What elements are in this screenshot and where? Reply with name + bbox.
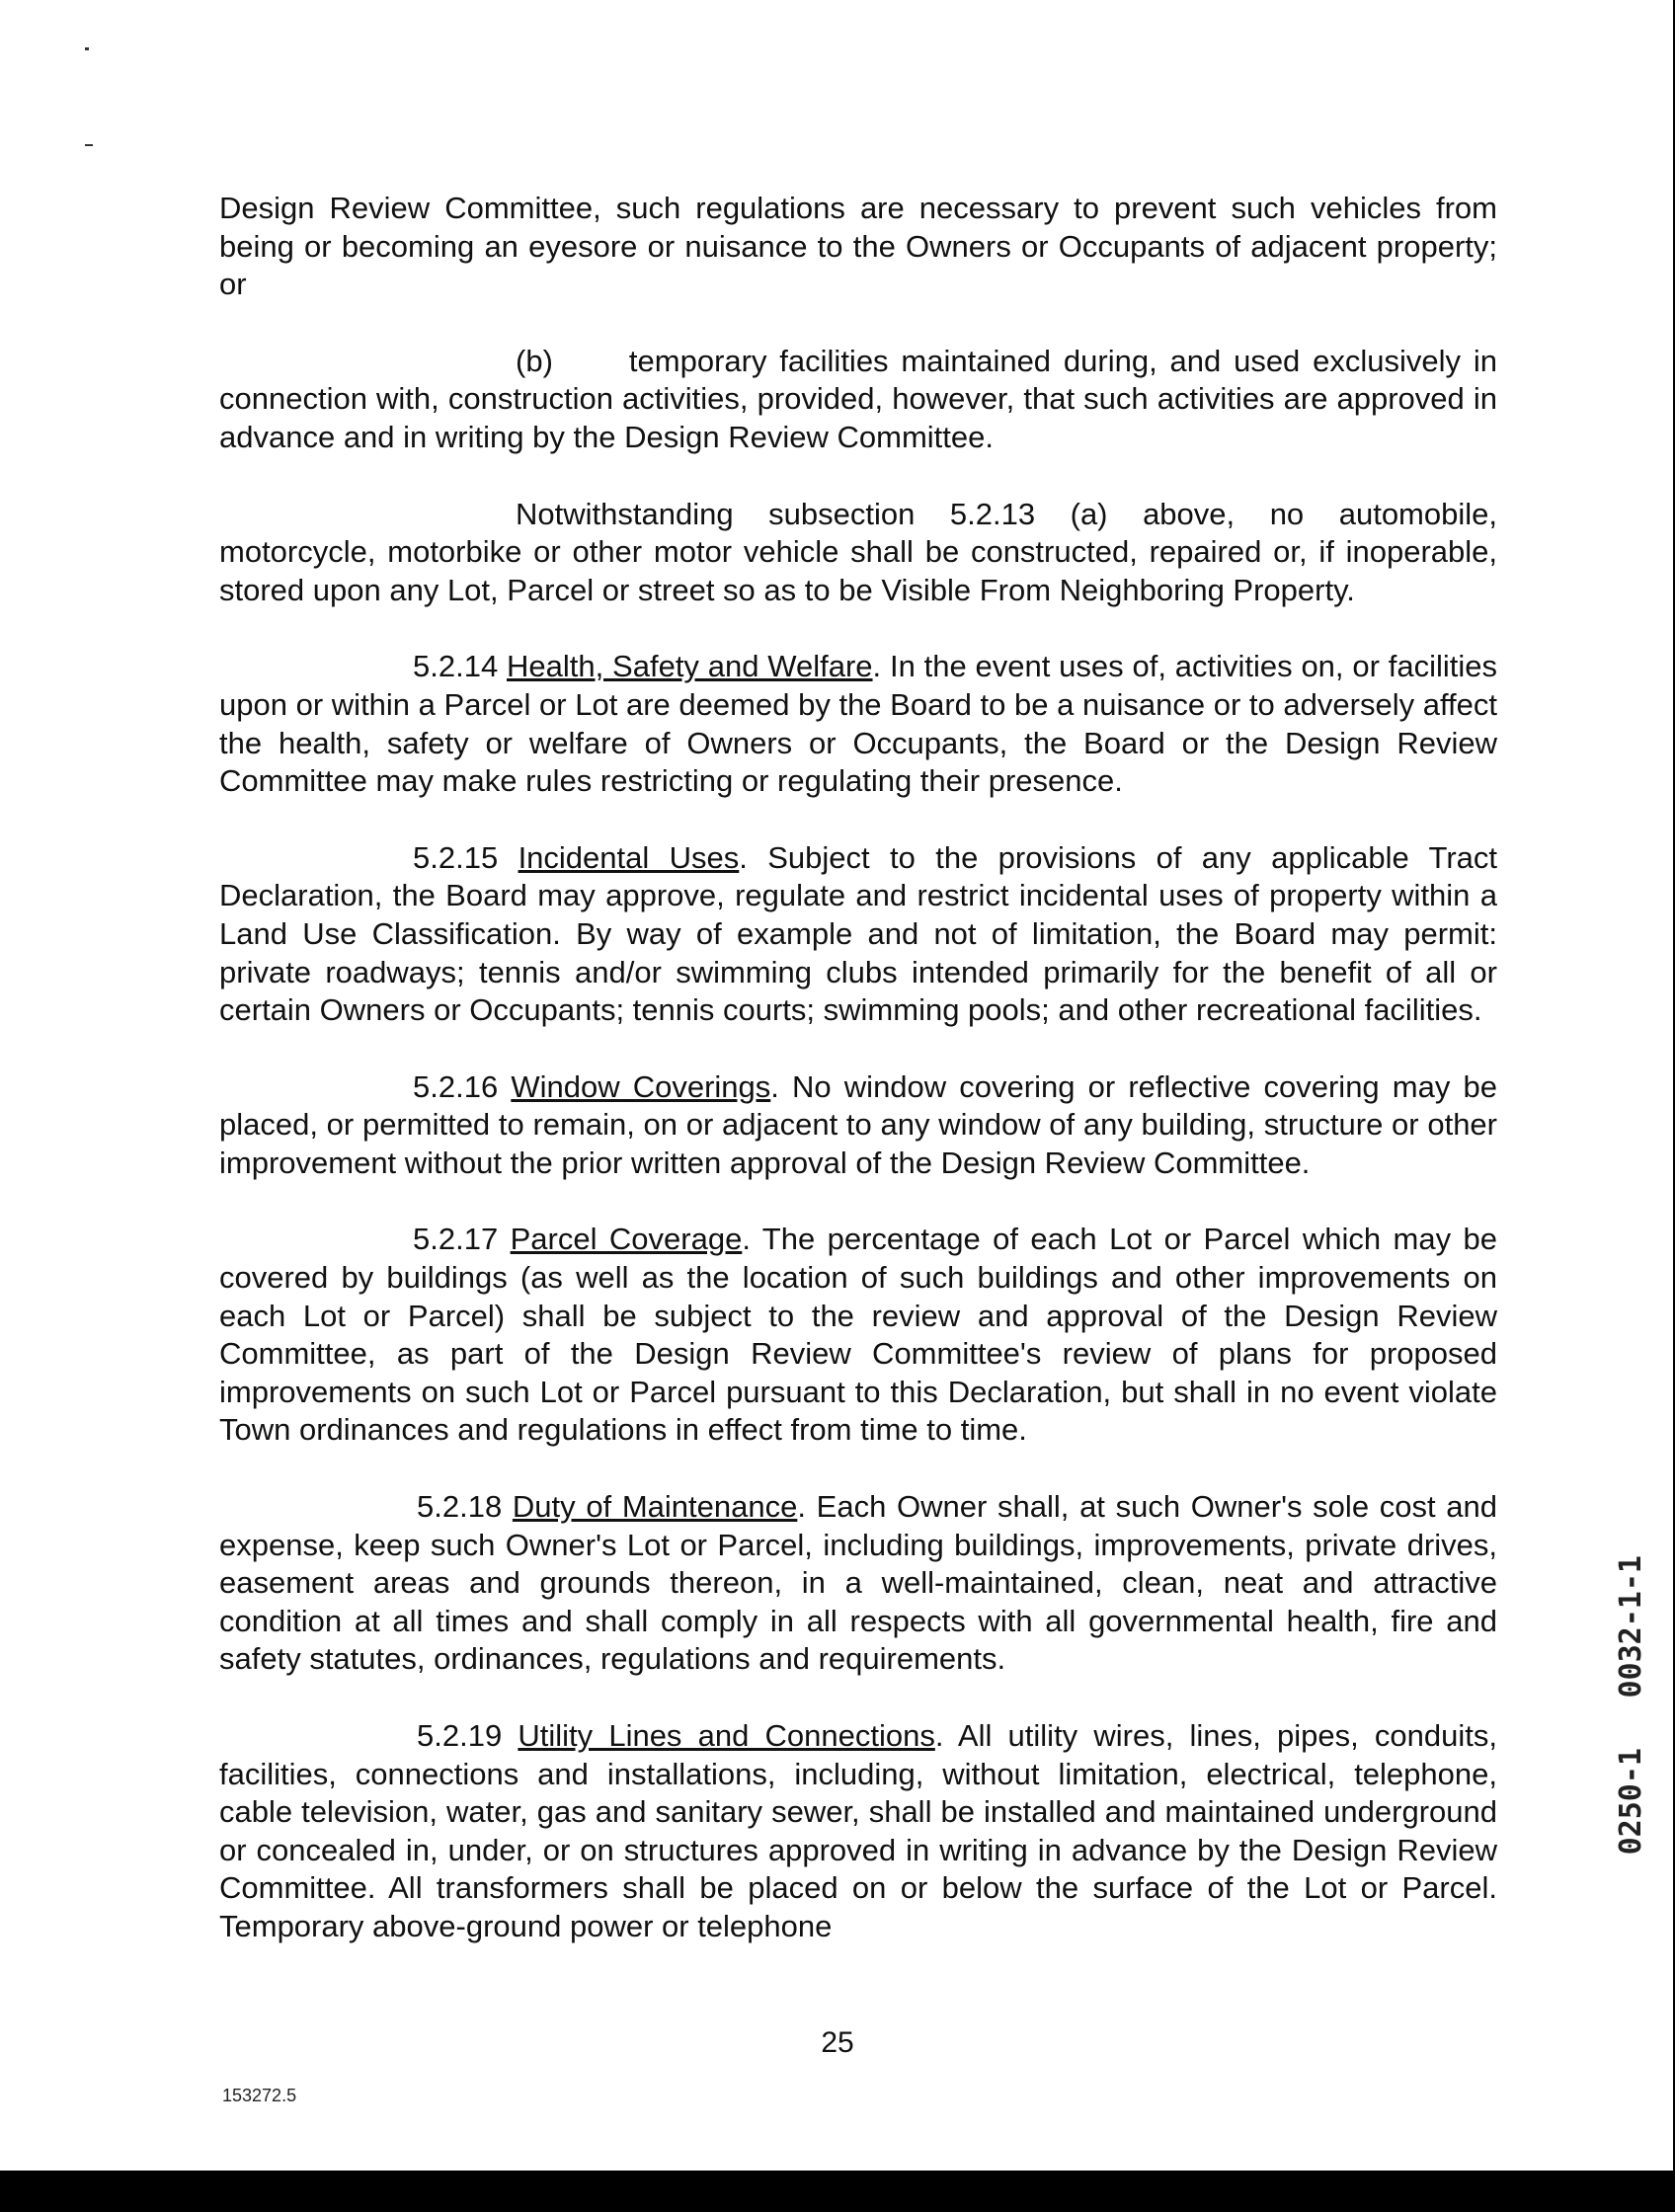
margin-recording-stamp (1614, 1555, 1657, 1855)
section-5-2-19 (219, 1717, 1497, 1946)
paragraph-label: (b) (516, 343, 629, 378)
document-body (219, 190, 1497, 1946)
paragraph-vehicle-regulations (219, 190, 1497, 304)
scan-speck (85, 47, 89, 50)
paragraph-text: Notwithstanding subsection 5.2.13 (a) above, no automobile, motorcycle, motorbike or other motor vehicle shall be constructed, repaired or, if inoperable, stored upon any Lot, Parcel or street so as to be Visible From Neighboring Property. (219, 496, 1497, 607)
scan-edge-bottom (0, 2171, 1675, 2212)
paragraph-text: temporary facilities maintained during, and used exclusively in connection with, construction activities, provided, however, that such activities are approved in advance and in writing by the Design Review Committee. (219, 343, 1497, 454)
section-heading: Window Coverings (511, 1068, 771, 1104)
section-number: 5.2.18 (417, 1489, 513, 1525)
section-5-2-18 (219, 1488, 1497, 1679)
scan-speck (85, 144, 93, 146)
paragraph-temporary-facilities (219, 343, 1497, 457)
page-number: 25 (821, 2026, 854, 2059)
section-text: . All utility wires, lines, pipes, conduits, facilities, connections and installations, including, without limitation, electrical, telephone, cable television, water, gas and sanitary sewer, shall be installed and maintained underground or concealed in, under, or on structures approved in writing in advance by the Design Review Committee. All transformers shall be placed on or below the surface of the Lot or Parcel. Temporary above-ground power or telephone (219, 1718, 1497, 1943)
section-heading: Incidental Uses (518, 839, 740, 875)
section-heading: Utility Lines and Connections (518, 1718, 935, 1753)
section-5-2-16 (219, 1068, 1497, 1183)
section-number: 5.2.17 (413, 1222, 511, 1257)
section-text: . Subject to the provisions of any applicable Tract Declaration, the Board may approve, regulate and restrict incidental uses of property within a Land Use Classification. By way of example and not of limitation, the Board may permit: private roadways; tennis and/or swimming clubs intended primarily for the benefit of all or certain Owners or Occupants; tennis courts; swimming pools; and other recreational facilities. (219, 839, 1498, 1028)
section-5-2-15 (219, 839, 1497, 1030)
paragraph-notwithstanding (219, 496, 1497, 610)
section-heading: Duty of Maintenance (512, 1489, 798, 1525)
section-number: 5.2.19 (417, 1718, 518, 1753)
section-number: 5.2.15 (413, 839, 518, 875)
section-text: . No window covering or reflective covering may be placed, or permitted to remain, on or adjacent to any window of any building, structure or other improvement without the prior written approval of the Design Review Committee. (219, 1068, 1497, 1180)
section-number: 5.2.16 (413, 1068, 512, 1104)
document-id: 153272.5 (222, 2086, 297, 2105)
section-text: . Each Owner shall, at such Owner's sole cost and expense, keep such Owner's Lot or Parcel, including buildings, improvements, private drives, easement areas and grounds thereon, in a well-maintained, clean, neat and attractive condition at all times and shall comply in all respects with all governmental health, fire and safety statutes, ordinances, regulations and requirements. (219, 1489, 1498, 1677)
section-heading: Health, Safety and Welfare (507, 649, 873, 684)
section-number: 5.2.14 (413, 649, 508, 684)
section-5-2-14 (219, 648, 1497, 800)
section-heading: Parcel Coverage (510, 1222, 743, 1257)
section-text: . The percentage of each Lot or Parcel which may be covered by buildings (as well as the location of such buildings and other improvements on each Lot or Parcel) shall be subject to the review and approval of the Design Review Committee, as part of the Design Review Committee's review of plans for proposed improvements on such Lot or Parcel pursuant to this Declaration, but shall in no event violate Town ordinances and regulations in effect from time to time. (219, 1222, 1497, 1448)
stamp-code-lower: 0250-1 (1614, 1747, 1648, 1855)
paragraph-text: Design Review Committee, such regulations are necessary to prevent such vehicles from being or becoming an eyesore or nuisance to the Owners or Occupants of adjacent property; or (219, 191, 1497, 302)
stamp-code-upper: 0032-1-1 (1614, 1555, 1648, 1698)
section-text: . In the event uses of, activities on, or facilities upon or within a Parcel or Lot are deemed by the Board to be a nuisance or to adversely affect the health, safety or welfare of Owners or Occupants, the Board or the Design Review Committee may make rules restricting or regulating their presence. (219, 649, 1497, 799)
section-5-2-17 (219, 1221, 1497, 1450)
